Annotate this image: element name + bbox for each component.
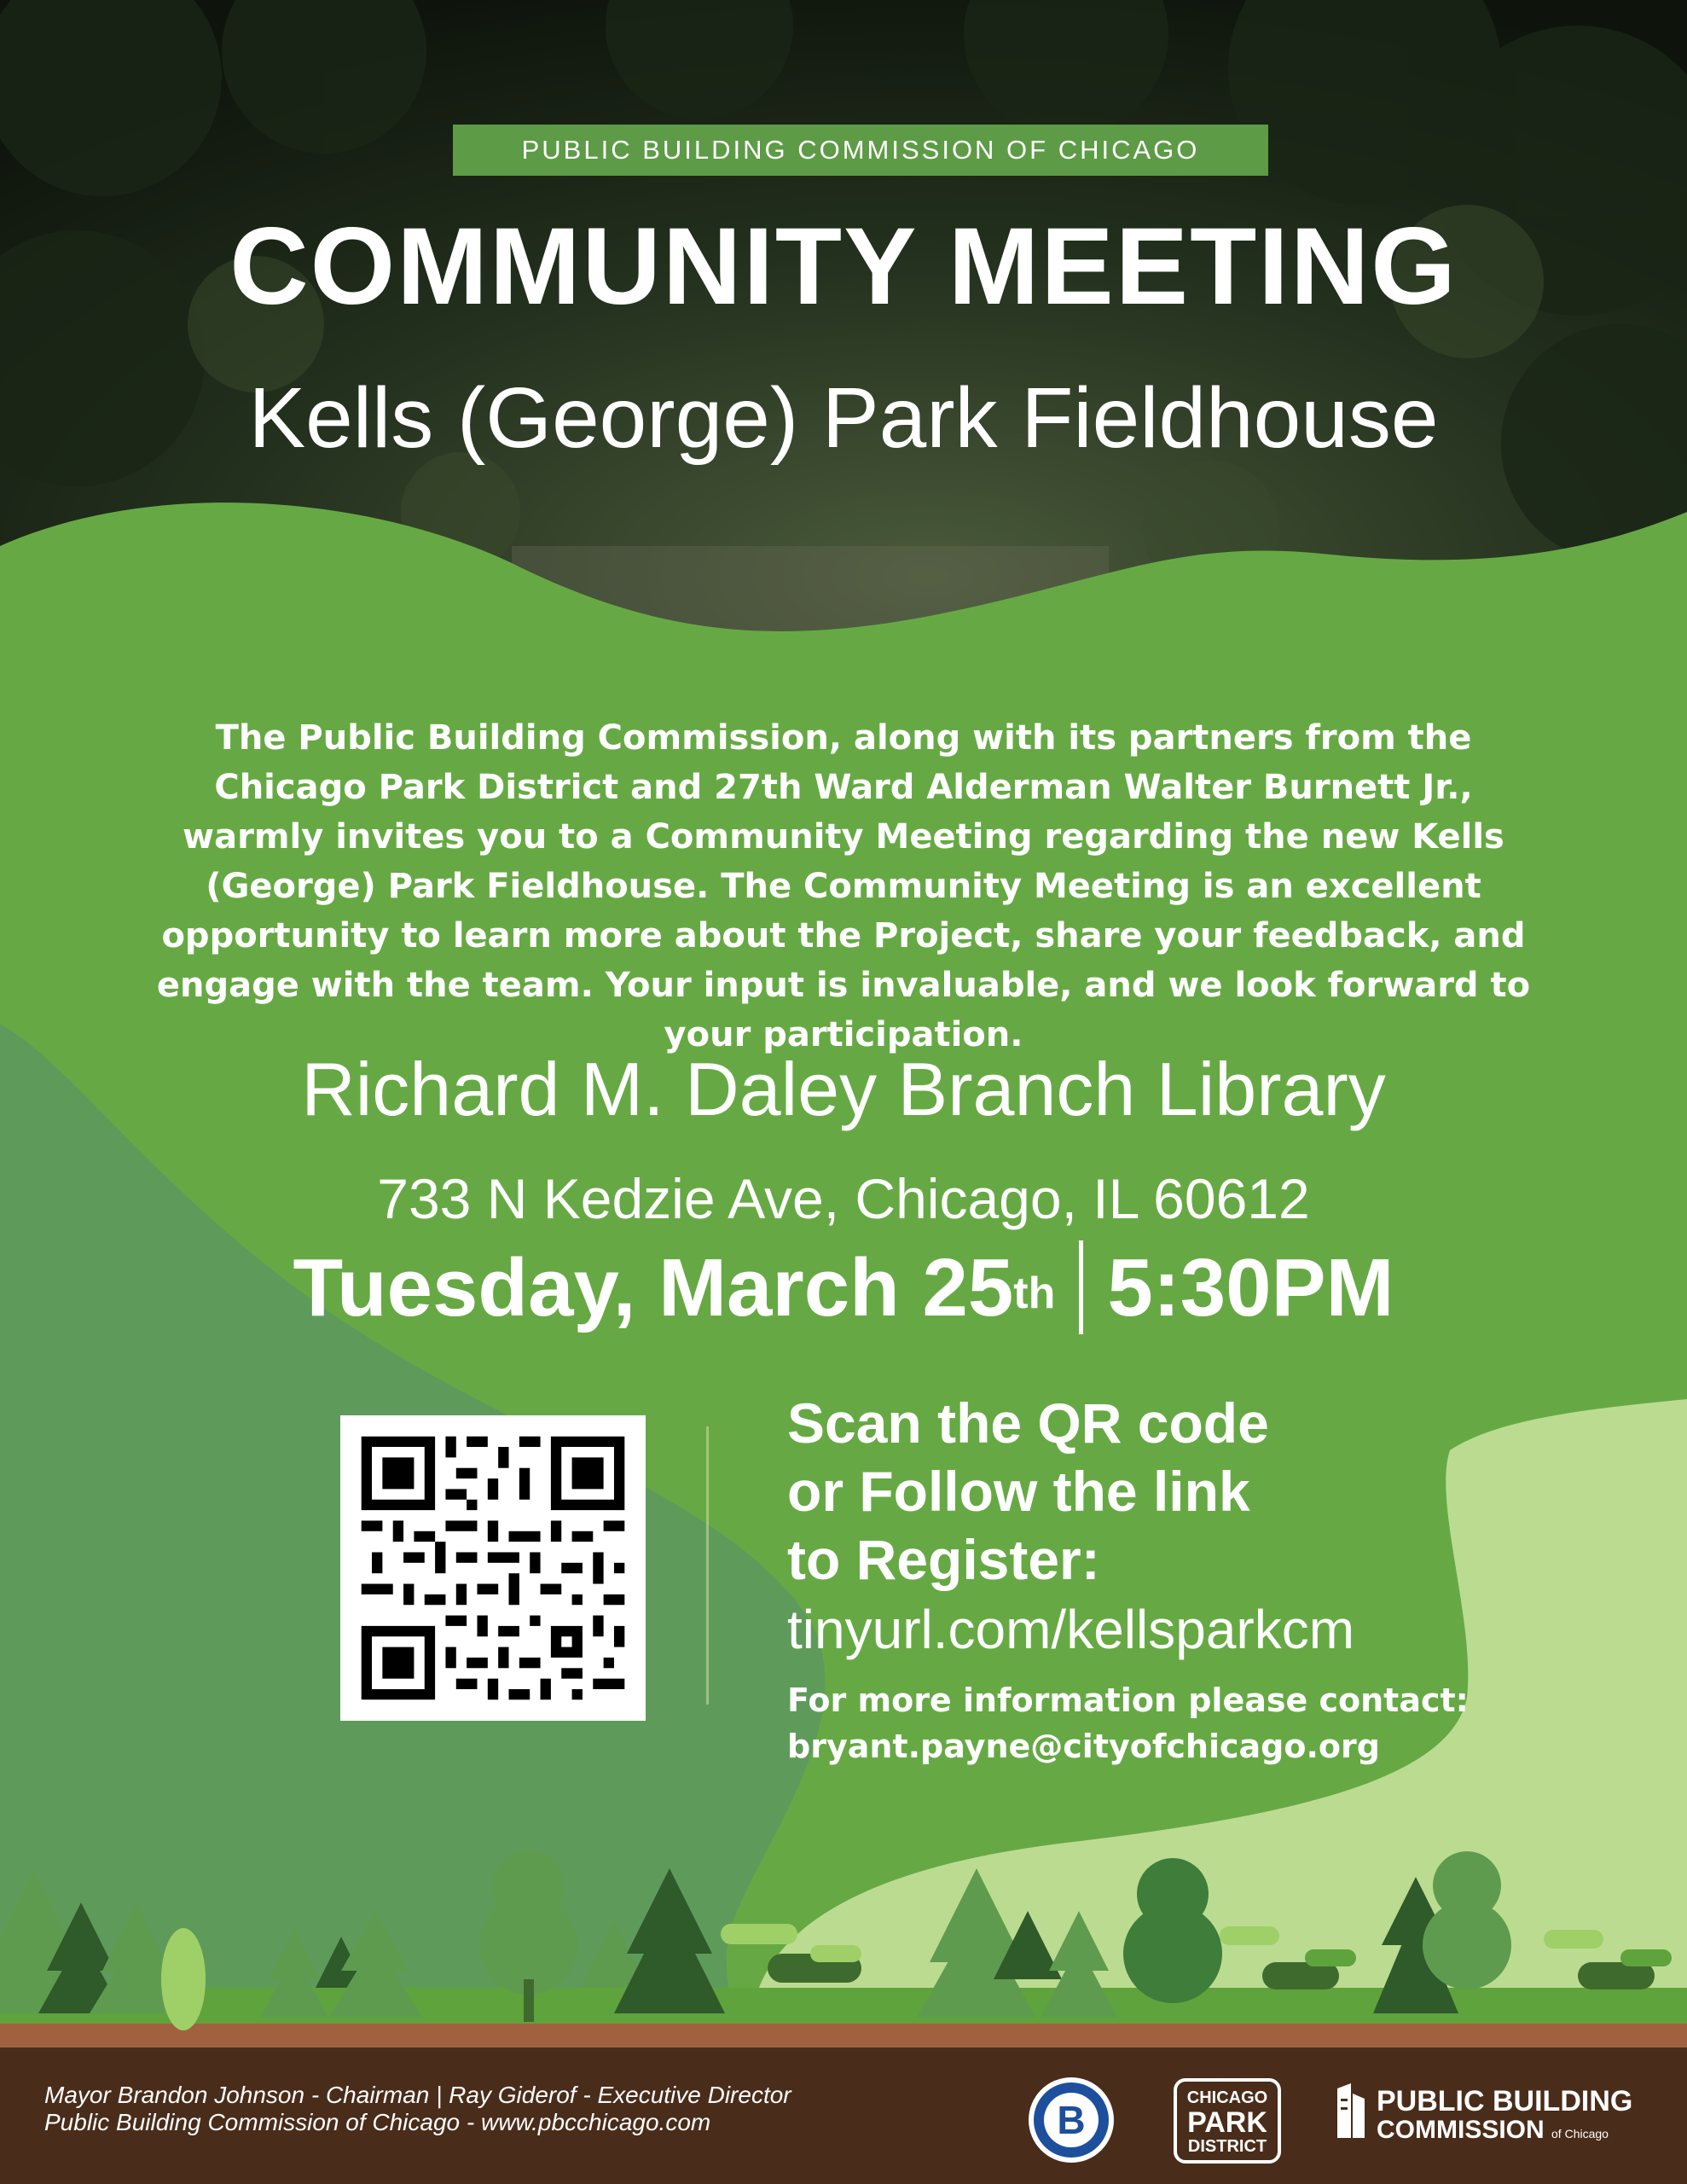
event-time: 5:30PM [1107,1242,1394,1333]
park-logo-line-1: CHICAGO [1186,2088,1268,2107]
qr-code-icon [340,1415,646,1721]
pbc-logo-line-1: PUBLIC BUILDING [1377,2085,1633,2117]
register-line-3: to Register: [787,1528,1100,1591]
invitation-paragraph: The Public Building Commission, along with its partners from the Chicago Park District and 27th Ward Alderman Walter Burnett Jr., warmly invites you to a Community Meeting regarding the new Kells (George) Park Fieldhouse. The Community Meeting is an excellent opportunity to learn more about the Project, share your feedback, and engage with the team. Your input is invaluable, and we look forward to your participation. [156,718,1531,1054]
page-subtitle: Kells (George) Park Fieldhouse [248,370,1439,466]
park-logo-line-3: DISTRICT [1187,2137,1267,2156]
event-date-suffix: th [1013,1269,1056,1318]
contact-email[interactable]: bryant.payne@cityofchicago.org [787,1728,1380,1765]
register-instructions [787,1389,1435,1594]
page-title: COMMUNITY MEETING [229,206,1458,328]
pbc-building-icon [1334,2082,1366,2141]
venue-address: 733 N Kedzie Ave, Chicago, IL 60612 [377,1167,1310,1230]
register-line-1: Scan the QR code [787,1391,1269,1455]
contact-label: For more information please contact: [787,1682,1469,1719]
park-logo-line-2: PARK [1187,2106,1267,2139]
venue-name: Richard M. Daley Branch Library [301,1047,1386,1131]
svg-text:B: B [1057,2098,1086,2142]
qr-divider [706,1426,709,1705]
chicago-park-district-logo [1174,2078,1281,2164]
footer-line-2: Public Building Commission of Chicago - www.pbcchicago.com [44,2109,711,2135]
registration-link[interactable]: tinyurl.com/kellsparkcm [787,1599,1355,1660]
pbc-logo-line-2: COMMISSION [1377,2116,1545,2144]
contact-info [787,1677,1469,1769]
footer-credits [44,2082,791,2136]
registration-qr-code[interactable] [340,1415,646,1721]
pbc-logo-line-3: of Chicago [1551,2127,1609,2140]
datetime-divider [1079,1240,1083,1334]
register-line-2: or Follow the link [787,1460,1250,1523]
ward-logo-icon [1027,2076,1116,2164]
footer-line-1: Mayor Brandon Johnson - Chairman | Ray Giderof - Executive Director [44,2082,791,2108]
organization-badge: PUBLIC BUILDING COMMISSION OF CHICAGO [453,125,1268,176]
event-datetime [0,1237,1687,1341]
event-date: Tuesday, March 25 [293,1242,1014,1333]
